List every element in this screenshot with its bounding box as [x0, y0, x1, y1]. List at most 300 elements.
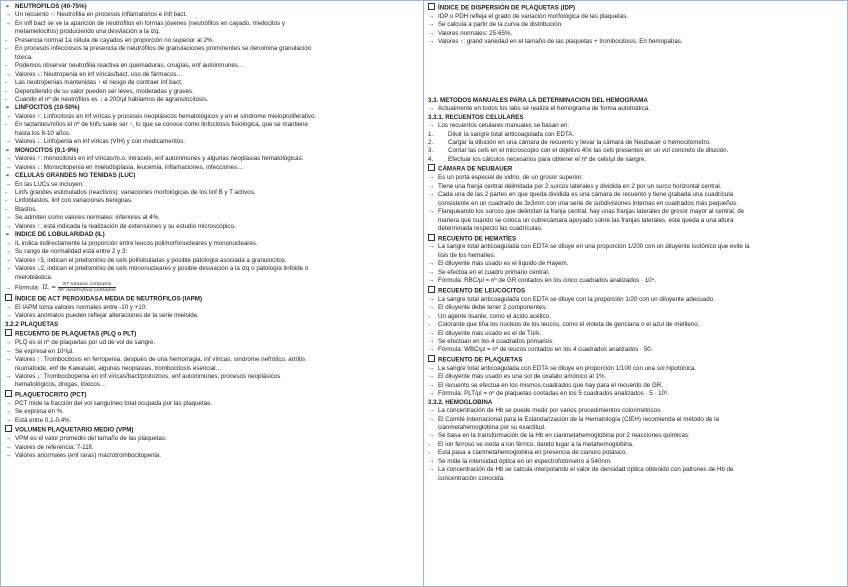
- line-text: RECUENTO DE HEMATÍES: [438, 235, 517, 243]
- line-text: Valores ↑: está indicada la realización de extensiones y su estudio microscópico.: [15, 222, 236, 230]
- text-line: [428, 277, 842, 285]
- text-line: [428, 373, 842, 381]
- subsection-heading: [428, 114, 842, 122]
- arrow-icon: →: [5, 222, 12, 230]
- line-text: LINFOCITOS (10-50%): [15, 104, 80, 112]
- text-line: [5, 257, 415, 265]
- section-heading: [428, 286, 842, 296]
- text-line: [428, 407, 842, 415]
- arrow-icon: →: [428, 12, 435, 20]
- continued-line: [5, 365, 415, 373]
- text-line: [428, 416, 842, 424]
- section-heading: [428, 234, 842, 244]
- bullet-marker: [5, 294, 15, 304]
- line-text: Cada una de las 2 partes en que queda dividida es una cámara de recuento y tiene grabada una cuadrícula: [438, 191, 734, 199]
- arrow-icon: →: [5, 163, 12, 171]
- text-line: [428, 365, 842, 373]
- arrow-icon: →: [428, 260, 435, 268]
- arrowhead-icon: ➢: [5, 104, 11, 112]
- text-line: [5, 96, 415, 104]
- line-text: RECUENTO DE PLAQUETAS: [438, 356, 523, 364]
- line-text: CÁMARA DE NEUBAUER: [438, 165, 513, 173]
- arrow-icon: →: [428, 174, 435, 182]
- line-text: El diluyente más usado es el líquido de Hayem.: [438, 260, 569, 268]
- bullet-marker: [5, 425, 15, 435]
- line-text: Se efectúan en los 4 cuadrados primarios.: [438, 337, 554, 345]
- continued-line: [428, 424, 842, 432]
- arrow-icon: →: [428, 304, 435, 312]
- text-line: [5, 121, 415, 129]
- text-line: [5, 214, 415, 222]
- line-text: mieloblástica.: [15, 273, 53, 281]
- arrow-icon: →: [428, 182, 435, 190]
- arrow-icon: →: [428, 415, 435, 423]
- line-text: La concentración de Hb se puede medir por varios procedimientos colorimétricos.: [438, 407, 662, 415]
- text-line: [5, 37, 415, 45]
- continued-line: [428, 475, 842, 483]
- arrow-icon: →: [428, 122, 435, 130]
- line-text: Valores de referencia: 7-11fl.: [15, 443, 94, 451]
- line-text: Contar las cels en el microscopio con el objetivo 40x las cels presentes en un vol concreto de dilución.: [448, 147, 729, 155]
- line-text: Valores anómalos pueden reflejar alteraciones de la serie mieloide.: [15, 312, 199, 320]
- text-line: [428, 156, 842, 164]
- text-line: [428, 338, 842, 346]
- bullet-marker: [5, 390, 15, 400]
- line-text: Fórmula: WBC/µl = nº de leucos contados en los 4 cuadrados analizados · 50.: [438, 346, 653, 354]
- formula-numerator: Nº lóbulos contados: [58, 282, 116, 288]
- line-text: Valores ↑: grand variedad en el tamaño de las plaquetas + trombocitosis. En hemopatías.: [438, 38, 683, 46]
- line-text: 3.3.1. RECUENTOS CELULARES: [428, 113, 524, 121]
- arrow-icon: →: [5, 19, 12, 27]
- section-heading: [5, 172, 415, 180]
- arrow-icon: →: [428, 191, 435, 199]
- section-heading: [5, 3, 415, 11]
- checkbox-icon: [428, 164, 435, 171]
- text-line: [5, 240, 415, 248]
- line-text: El IAPM toma valores normales entre -10 y +10:: [15, 303, 147, 311]
- section-heading: [5, 231, 415, 239]
- line-text: Cuando el nº de neutrófilos es ↓ a 200/µl hablamos de agranulocitosis.: [15, 95, 209, 103]
- line-text: Se expresa en 10³/µl.: [15, 347, 74, 355]
- line-text: Valores ↑: Trombocitosis en ferropenia, después de una hemorragia, inf víricas, síndrome nefrótico, artritis: [15, 356, 306, 364]
- text-line: [428, 296, 842, 304]
- arrowhead-icon: ➢: [5, 3, 11, 10]
- arrow-icon: →: [428, 466, 435, 474]
- arrow-icon: →: [428, 21, 435, 29]
- arrow-icon: →: [5, 180, 12, 188]
- text-line: [5, 408, 415, 416]
- line-text: Podemos observar neutrofilia reactiva en quemaduras, cirugías, enf autoinmunes…: [15, 62, 245, 70]
- line-text: Valores ↓: Neutropenia en inf víricas/bact, uso de fármacos…: [15, 70, 183, 78]
- checkbox-icon: [428, 234, 435, 241]
- text-line: [428, 243, 842, 251]
- dash-marker: -: [428, 440, 431, 448]
- text-line: [428, 346, 842, 354]
- text-line: [5, 11, 415, 19]
- arrow-icon: →: [5, 239, 12, 247]
- checkbox-icon: [5, 329, 12, 336]
- text-line: [428, 30, 842, 38]
- line-text: Valores ↓: Monocitopenia en mielodisplasia, leucemia, inflamaciones, infecciones…: [15, 163, 244, 171]
- text-line: [428, 38, 842, 46]
- arrow-icon: →: [5, 214, 12, 222]
- lobularity-formula: [42, 282, 115, 294]
- section-heading: [5, 329, 415, 339]
- text-line: [5, 155, 415, 163]
- arrow-icon: →: [5, 408, 12, 416]
- arrow-icon: →: [5, 373, 12, 381]
- text-line: [5, 206, 415, 214]
- text-line: [5, 20, 415, 28]
- arrow-icon: →: [428, 364, 435, 372]
- continued-line: [5, 130, 415, 138]
- dash-marker: -: [5, 62, 8, 70]
- arrow-icon: →: [5, 256, 12, 264]
- text-line: [5, 138, 415, 146]
- arrow-icon: →: [5, 112, 12, 120]
- text-line: [428, 260, 842, 268]
- idp-section: [428, 3, 842, 47]
- arrow-icon: →: [428, 268, 435, 276]
- arrow-icon: →: [5, 356, 12, 364]
- text-line: [428, 330, 842, 338]
- line-text: Diluir la sangre total anticoagulada con EDTA.: [448, 130, 575, 138]
- text-line: [5, 435, 415, 443]
- line-text: Dependiendo de su valor pueden ser leves, moderadas y graves.: [15, 87, 194, 95]
- continued-line: [428, 200, 842, 208]
- line-text: RECUENTO DE LEUCOCITOS: [438, 287, 526, 295]
- line-text: Valores ↓: Trombocitopenia en inf víricas/bact/protozoos, enf autoinmunes, procesos neoplásicos: [15, 373, 281, 381]
- line-text: Actualmente en todos los labs se realiza el hemograma de forma automática.: [438, 105, 650, 113]
- right-column: [428, 3, 842, 483]
- checkbox-icon: [428, 355, 435, 362]
- bullet-marker: [428, 355, 438, 365]
- line-text: hasta los 8-10 años.: [15, 129, 71, 137]
- section-heading: [428, 355, 842, 365]
- line-text: Se basa en la transformación de la Hb en cianmetahemoglobina por 2 reacciones químicas:: [438, 432, 690, 440]
- line-text: En procesos infecciosos la presencia de neutrófilos de granulaciones prominentes se denomina granulación: [15, 45, 312, 53]
- dash-marker: -: [428, 321, 431, 329]
- text-line: [428, 458, 842, 466]
- line-text: Valores anormales (enf raras) macrotrombocitopenia.: [15, 452, 162, 460]
- line-text: Valores ↑3, indican el predominio de cels polilobuladas y posible patología asociada a granulocitos.: [15, 256, 287, 264]
- line-text: Valores ↑: Linfocitosis en inf víricas y procesos neoplásicos hematológicos y en el síndrome mieloproliferativo.: [15, 112, 317, 120]
- arrow-icon: →: [5, 416, 12, 424]
- line-text: Los recuentos celulares manuales se basan en:: [438, 122, 570, 130]
- text-line: [5, 400, 415, 408]
- line-text: Fórmula:: [15, 284, 40, 292]
- dash-marker: -: [5, 36, 8, 44]
- line-text: Flanqueando los surcos que delimitan la franja central, hay unas franjas laterales de grosor mayor al central, de: [438, 208, 745, 216]
- column-spacer: [428, 47, 842, 97]
- line-text: El diluyente más usado es el de Türk.: [438, 329, 542, 337]
- text-line: [428, 466, 842, 474]
- line-text: El ion ferroso se oxida a ion férrico, dando lugar a la metahemoglobina.: [438, 440, 634, 448]
- bullet-marker: [428, 234, 438, 244]
- arrow-icon: →: [5, 155, 12, 163]
- arrow-icon: →: [5, 11, 12, 19]
- line-text: Esta pasa a cianmetahemoglobina en presencia de cianuro potásico.: [438, 449, 628, 457]
- dash-marker: -: [428, 449, 431, 457]
- arrow-icon: →: [428, 346, 435, 354]
- text-line: [428, 321, 842, 329]
- arrow-icon: →: [5, 138, 12, 146]
- checkbox-icon: [428, 3, 435, 10]
- line-text: concentración conocida.: [438, 474, 505, 482]
- arrow-icon: →: [5, 435, 12, 443]
- text-line: [5, 248, 415, 256]
- line-text: Blastos.: [15, 205, 38, 213]
- text-line: [428, 304, 842, 312]
- arrow-icon: →: [5, 443, 12, 451]
- formula-denominator: Nº neutrófilos contados: [58, 287, 116, 293]
- line-text: MONOCITOS (0,1-9%): [15, 146, 79, 154]
- text-line: [5, 417, 415, 425]
- arrow-icon: →: [5, 339, 12, 347]
- text-line: [428, 208, 842, 216]
- arrow-icon: →: [428, 38, 435, 46]
- arrow-icon: →: [5, 265, 12, 273]
- dash-marker: -: [5, 121, 8, 129]
- manual-methods-section: [428, 97, 842, 483]
- checkbox-icon: [5, 425, 12, 432]
- line-text: NEUTRÓFILOS (40-75%): [15, 3, 87, 10]
- line-text: Valores ↓2, indican el predominio de cels mononucleares y posible desviación a la izq o patología linfoide o: [15, 265, 309, 273]
- line-text: reumatoide, enf de Kawasaki, algunas neoplasias, trombocitosis esencial…: [15, 364, 222, 372]
- bullet-marker: [428, 164, 438, 174]
- text-line: [428, 449, 842, 457]
- line-text: Se admiten como valores normales: inferiores al 4%.: [15, 214, 160, 222]
- continued-line: [5, 54, 415, 62]
- subsection-heading: [5, 321, 415, 329]
- continued-line: [428, 217, 842, 225]
- line-text: En las LUCs se incluyen:: [15, 180, 84, 188]
- line-text: Se calcula a partir de la curva de distribución.: [438, 21, 563, 29]
- line-text: PLAQUETOCRITO (PCT): [15, 391, 87, 399]
- line-text: CÉLULAS GRANDES NO TEÑIDAS (LUC): [15, 172, 136, 180]
- dash-marker: -: [5, 197, 8, 205]
- dash-marker: -: [5, 188, 8, 196]
- arrowhead-icon: ➢: [5, 146, 11, 154]
- continued-line: [428, 225, 842, 233]
- section-heading: [5, 294, 415, 304]
- list-number: 2.: [428, 139, 434, 147]
- line-text: El diluyente más usado es una sol de oxalato amónico al 1%.: [438, 373, 607, 381]
- formula-lhs: IL =: [42, 283, 59, 291]
- dash-marker: -: [5, 79, 8, 87]
- text-line: [428, 13, 842, 21]
- text-line: [428, 269, 842, 277]
- line-text: hematológicos, drogas, tóxicos…: [15, 381, 107, 389]
- line-text: Valores ↑: monocitosis en inf víricas/m.o. intracels, enf autoinmunes y algunas neoplasias hematológicas.: [15, 155, 304, 163]
- section-heading: [428, 3, 842, 13]
- text-line: [428, 432, 842, 440]
- line-text: IL indica indirectamente la proporción entre leucos polimorfonucleares y mononucleares.: [15, 239, 258, 247]
- text-line: [5, 45, 415, 53]
- line-text: La sangre total anticoagulada con EDTA se diluye en una proporción 1/200 con un diluyente isotónico que evite la: [438, 243, 750, 251]
- text-line: [428, 191, 842, 199]
- line-text: Valores ↓: Linfopenia en inf víricas (VIH) y con medicamentos.: [15, 138, 186, 146]
- arrow-icon: →: [428, 381, 435, 389]
- bullet-marker: [5, 329, 15, 339]
- arrow-icon: →: [428, 329, 435, 337]
- line-text: manera que cuando se coloca un cubrecámara apoyado sobre las franjas laterales, este queda a una altura: [438, 216, 734, 224]
- text-line: [5, 71, 415, 79]
- text-line: [428, 131, 842, 139]
- checkbox-icon: [428, 286, 435, 293]
- line-text: Fórmula: RBC/µl = nº de GR contados en los cinco cuadrados analizados · 10⁴.: [438, 277, 657, 285]
- arrow-icon: →: [428, 457, 435, 465]
- line-text: ÍNDICE DE ACT PEROXIDASA MEDIA DE NEUTRÓFILOS (IAPM): [15, 295, 203, 303]
- line-text: El Comité Internacional para la Estandarización de la Hematología (CIEH) recomienda el método de la: [438, 415, 719, 423]
- line-text: El recuento se efectúa en los mismos cuadrados que hay para el recuento de GR.: [438, 381, 663, 389]
- line-text: tóxica.: [15, 53, 33, 61]
- line-text: Su rango de normalidad está entre 2 y 3:: [15, 248, 128, 256]
- line-text: RECUENTO DE PLAQUETAS (PLQ o PLT): [15, 330, 137, 338]
- text-line: [428, 147, 842, 155]
- line-text: Linfoblastos, linf con variaciones benignas.: [15, 197, 133, 205]
- text-line: [5, 189, 415, 197]
- line-text: 3.2.2 PLAQUETAS: [5, 320, 59, 328]
- arrow-icon: →: [5, 284, 12, 292]
- arrow-icon: →: [428, 337, 435, 345]
- dash-marker: -: [5, 205, 8, 213]
- section-heading: [428, 164, 842, 174]
- line-text: Fórmula: PLT/µl = nº de plaquetas contadas en los 5 cuadrados analizados · 5 · 10³.: [438, 390, 669, 398]
- subsection-heading: [428, 97, 842, 105]
- text-line: [5, 223, 415, 231]
- line-text: VOLUMEN PLAQUETARIO MEDIO (VPM): [15, 426, 134, 434]
- line-text: La sangre total anticoagulada con EDTA se diluye en proporción 1/100 con una sol hipotónica.: [438, 364, 697, 372]
- section-heading: [5, 147, 415, 155]
- text-line: [428, 313, 842, 321]
- text-line: [428, 139, 842, 147]
- dash-marker: -: [5, 45, 8, 53]
- line-text: Efectuar los cálculos necesarios para obtener el nº de cels/µl de sangre.: [448, 155, 647, 163]
- line-text: En infl bact se ve la aparición de neutrófilos en formas jóvenes (neutrófilos en cayado, mielocitos y: [15, 19, 285, 27]
- line-text: PLQ es el nº de plaquetas por ud de vol de sangre.: [15, 339, 156, 347]
- line-text: Las neutropenias mantenidas ↑ el riesgo de contraer inf bact.: [15, 79, 183, 87]
- text-line: [5, 452, 415, 460]
- list-number: 3.: [428, 147, 434, 155]
- line-text: Cargar la dilución en una cámara de recuento y llevar la cámara de Neubauer o hemocitómetro.: [448, 139, 711, 147]
- line-text: VPM es el valor promedio del tamaño de las plaquetas.: [15, 435, 167, 443]
- bullet-marker: [428, 3, 438, 13]
- line-text: Colorante que tiña los núcleos de los leucos, como el violeta de genciana o el azul de metileno.: [438, 321, 700, 329]
- checkbox-icon: [5, 294, 12, 301]
- formula-line: [5, 282, 415, 294]
- formula-fraction: [58, 282, 116, 293]
- text-line: [428, 174, 842, 182]
- section-heading: [5, 425, 415, 435]
- arrow-icon: →: [5, 452, 12, 460]
- text-line: [428, 21, 842, 29]
- dash-marker: -: [5, 95, 8, 103]
- line-text: Un recuento ↑: Neutrofilia en procesos inflamatorios e infl bact.: [15, 11, 187, 19]
- text-line: [5, 181, 415, 189]
- line-text: IDP o PDH refleja el grado de variación morfológica de las plaquetas.: [438, 12, 629, 20]
- arrow-icon: →: [5, 347, 12, 355]
- line-text: 3.3.2. HEMOGLOBINA: [428, 398, 493, 406]
- line-text: Es un porta especial de vidrio, de un grosor superior.: [438, 174, 583, 182]
- text-line: [5, 164, 415, 172]
- text-line: [428, 390, 842, 398]
- arrowhead-icon: ➢: [5, 231, 11, 239]
- arrow-icon: →: [5, 70, 12, 78]
- line-text: Presencia normal 1a célula de cayados en proporción no superior al 2%.: [15, 36, 215, 44]
- line-text: La sangre total anticoagulada con EDTA se diluye con la proporción 1/20 con un diluyente adecuado.: [438, 295, 715, 303]
- text-line: [5, 348, 415, 356]
- text-line: [5, 113, 415, 121]
- text-line: [5, 312, 415, 320]
- arrow-icon: →: [428, 277, 435, 285]
- arrow-icon: →: [5, 248, 12, 256]
- line-text: Linfs grandes estimulados (reactivos): variaciones morfológicas de los linf B y T activos.: [15, 188, 256, 196]
- text-line: [5, 197, 415, 205]
- line-text: Se efectúa en el cuadro primario central.: [438, 268, 550, 276]
- arrow-icon: →: [428, 105, 435, 113]
- text-line: [428, 105, 842, 113]
- line-text: metamielocitos) produciendo una desviación a la izq.: [15, 28, 161, 36]
- subsection-heading: [428, 399, 842, 407]
- continued-line: [428, 252, 842, 260]
- arrow-icon: →: [428, 432, 435, 440]
- text-line: [428, 183, 842, 191]
- continued-line: [5, 28, 415, 36]
- line-text: Valores normales: 25-65%.: [438, 29, 513, 37]
- arrow-icon: →: [5, 399, 12, 407]
- arrow-icon: →: [428, 295, 435, 303]
- checkbox-icon: [5, 390, 12, 397]
- text-line: [5, 62, 415, 70]
- line-text: lisis de los hematíes.: [438, 251, 496, 259]
- text-line: [428, 122, 842, 130]
- text-line: [5, 88, 415, 96]
- continued-line: [5, 381, 415, 389]
- bullet-marker: [428, 286, 438, 296]
- text-line: [5, 265, 415, 273]
- line-text: En lactantes/niños el nº de linfs suele ser ↑, lo que se conoce como linfocitosis fisiológica, que se mantiene: [15, 121, 308, 129]
- text-line: [5, 356, 415, 364]
- text-line: [428, 441, 842, 449]
- section-heading: [5, 104, 415, 112]
- line-text: 3.3. MÉTODOS MANUALES PARA LA DETERMINACIÓN DEL HEMOGRAMA: [428, 96, 648, 104]
- line-text: ÍNDICE DE LOBULARIDAD (IL): [15, 231, 105, 239]
- line-text: PCT mide la fracción del vol sanguíneo total ocupada por las plaquetas.: [15, 399, 212, 407]
- text-line: [5, 444, 415, 452]
- text-line: [5, 339, 415, 347]
- line-text: ÍNDICE DE DISPERSIÓN DE PLAQUETAS (IDP): [438, 4, 576, 12]
- line-text: Un agente lisante, como el ácido acético.: [438, 312, 551, 320]
- arrow-icon: →: [428, 407, 435, 415]
- arrow-icon: →: [428, 390, 435, 398]
- arrowhead-icon: ➢: [5, 172, 11, 180]
- text-line: [5, 373, 415, 381]
- arrow-icon: →: [5, 312, 12, 320]
- arrow-icon: →: [428, 29, 435, 37]
- text-line: [5, 79, 415, 87]
- arrow-icon: →: [428, 373, 435, 381]
- list-number: 1.: [428, 130, 434, 138]
- line-text: Se mide la intensidad óptica en un espectrofotómetro a 540nm.: [438, 457, 612, 465]
- continued-line: [5, 274, 415, 282]
- line-text: La concentración de Hb se calcula interpolando el valor de densidad óptica obtenido con patrones de Hb de: [438, 466, 734, 474]
- arrow-icon: →: [428, 208, 435, 216]
- line-text: El diluyente debe tener 2 componentes:: [438, 304, 548, 312]
- line-text: Se expresa en %.: [15, 408, 64, 416]
- left-column: [5, 3, 415, 461]
- line-text: Está entre 0,1-0,4%.: [15, 416, 72, 424]
